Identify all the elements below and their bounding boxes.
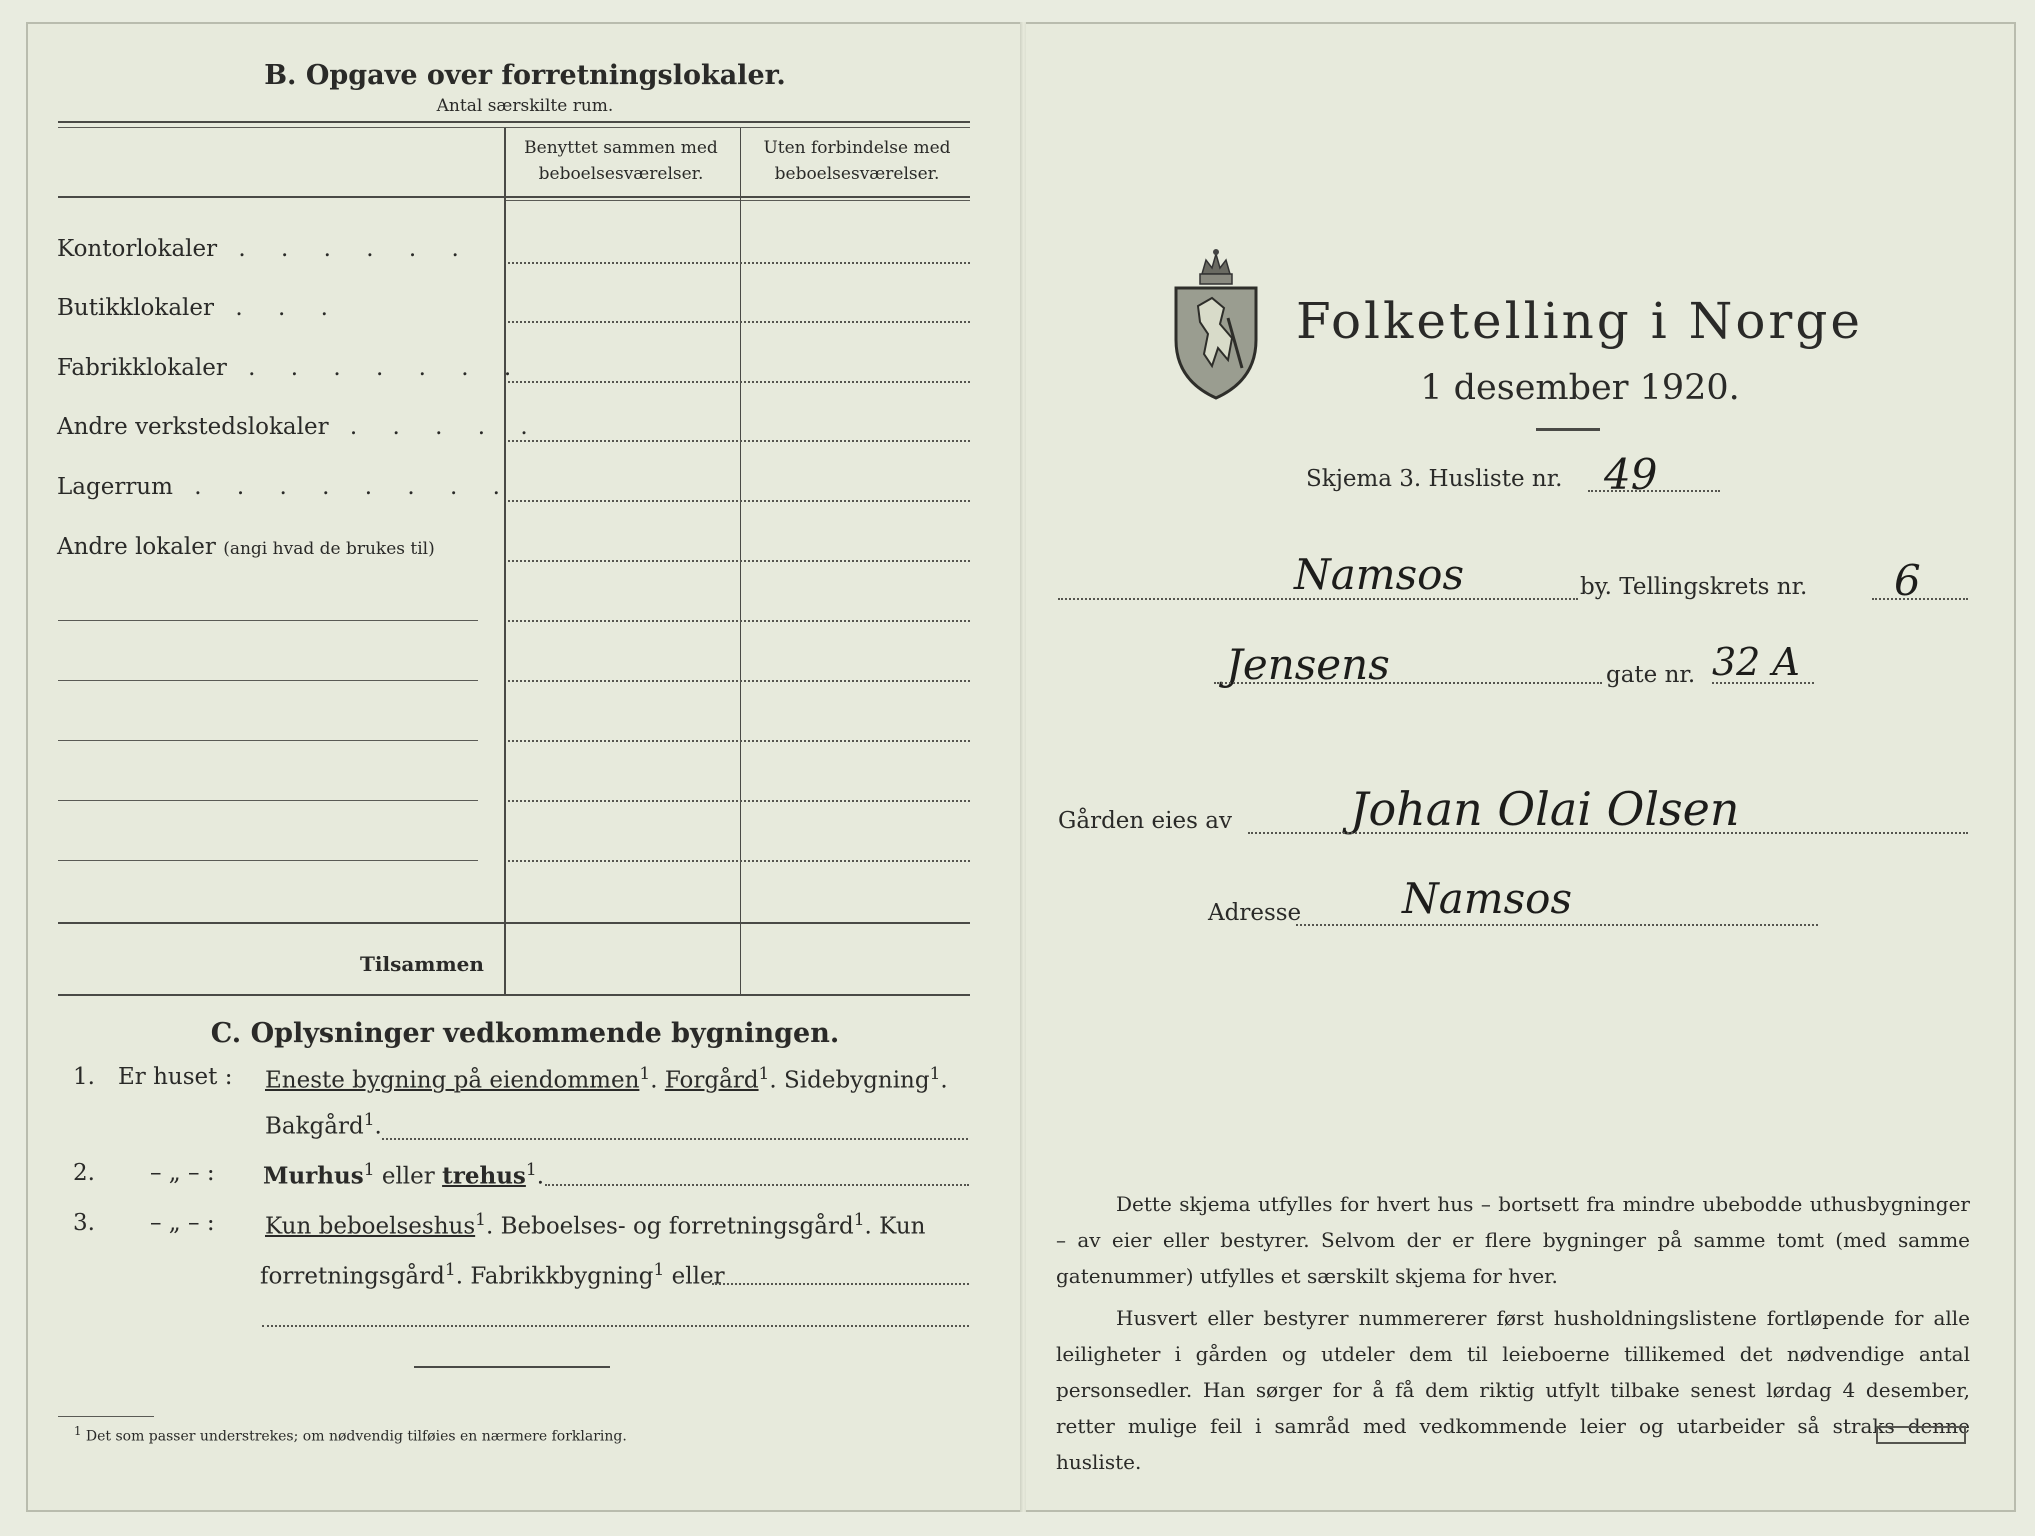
q2-options: Murhus$^1$ eller trehus$^1$. [263,1160,545,1190]
total-label: Tilsammen [360,952,484,976]
column-divider-1 [504,128,506,996]
row-line [508,262,970,264]
section-c-end-rule [414,1366,610,1368]
q3-answer-line [712,1283,969,1285]
q3-number: 3. [73,1210,95,1236]
total-bottom-rule [58,994,970,996]
address-line [1296,924,1818,926]
total-top-rule [58,922,970,924]
footnote-rule [58,1416,154,1417]
row-label-kontorlokaler: Kontorlokaler . . . . . . [57,236,473,262]
q2-label: – „ – : [150,1160,215,1186]
q3-answer-line-2 [262,1325,969,1327]
row-line [508,500,970,502]
cover-title: Folketelling i Norge [1296,292,1863,350]
cover-title-rule [1536,428,1600,431]
q2-answer-line [545,1184,969,1186]
gate-label: gate nr. [1606,662,1696,688]
q3-options-line2: forretningsgård$^1$. Fabrikkbygning$^1$ eller [260,1260,725,1290]
husliste-nr-value: 49 [1604,450,1658,499]
q1-number: 1. [73,1064,95,1090]
row-line [508,440,970,442]
row-line [508,860,970,862]
norwegian-coat-of-arms-icon [1172,248,1260,400]
owner-label: Gården eies av [1058,808,1232,834]
table-top-rule [58,121,970,123]
blank-label-line [58,680,478,681]
header-bottom-rule-2 [505,200,970,201]
row-line [508,740,970,742]
section-c-title: C. Oplysninger vedkommende bygningen. [210,1018,840,1049]
section-b-subtitle: Antal særskilte rum. [436,96,614,116]
printer-stamp [1876,1426,1966,1444]
col1-header-line2: beboelsesværelser. [538,164,704,184]
address-value: Namsos [1402,874,1573,923]
row-label-andre-verkstedslokaler: Andre verkstedslokaler . . . . . [57,414,542,440]
row-line [508,620,970,622]
row-line [508,560,970,562]
row-line [508,381,970,383]
column-divider-2 [740,128,741,996]
row-line [508,800,970,802]
instructions-paragraph-1: Dette skjema utfylles for hvert hus – bortsett fra mindre ubebodde uthusbygninger – av eier eller bestyrer. Selvom der er flere bygninger på samme tomt (med samme gatenummer) utfylles et særskilt skjema for hver. [1056,1192,1970,1288]
tellingskrets-nr-value: 6 [1894,556,1921,605]
blank-label-line [58,860,478,861]
blank-label-line [58,800,478,801]
by-tellingskrets-label: by. Tellingskrets nr. [1580,574,1808,600]
page-fold [1020,22,1026,1512]
table-top-rule-2 [58,127,970,128]
q2-number: 2. [73,1160,95,1186]
row-label-butikklokaler: Butikklokaler . . . [57,295,342,321]
blank-label-line [58,620,478,621]
blank-label-line [58,740,478,741]
q3-label: – „ – : [150,1210,215,1236]
footnote: $^1$ Det som passer understrekes; om nødvendig tilføies en nærmere forklaring. [74,1424,627,1445]
header-bottom-rule [58,196,970,198]
row-label-lagerrum: Lagerrum . . . . . . . . [57,474,514,500]
tellingskrets-nr-line [1872,598,1968,600]
q1-options: Eneste bygning på eiendommen$^1$. Forgård$^1$. Sidebygning$^1$. [265,1064,948,1094]
gate-nr-line [1712,682,1814,684]
skjema-label: Skjema 3. Husliste nr. [1306,466,1563,492]
row-label-fabrikklokaler: Fabrikklokaler . . . . . . . [57,355,526,381]
cover-date: 1 desember 1920. [1420,368,1740,408]
row-line [508,680,970,682]
col2-header-line2: beboelsesværelser. [774,164,940,184]
col1-header-line1: Benyttet sammen med [524,138,718,158]
q1-answer-line [382,1138,968,1140]
gate-nr-value: 32 A [1712,640,1800,684]
q3-options: Kun beboelseshus$^1$. Beboelses- og forretningsgård$^1$. Kun [265,1210,926,1240]
owner-value: Johan Olai Olsen [1350,782,1740,836]
by-value: Namsos [1294,550,1465,599]
instructions-paragraph-2: Husvert eller bestyrer nummererer først husholdningslistene fortløpende for alle leiligheter i gården og utdeler dem til leieboerne tillikemed det nødvendige antal personsedler. Han sørger for å få dem riktig utfylt tilbake senest lørdag 4 desember, retter mulige feil i samråd med vedkommende leier og utarbeider så straks denne husliste. [1056,1306,1970,1474]
col2-header-line1: Uten forbindelse med [763,138,951,158]
row-label-andre-lokaler: Andre lokaler (angi hvad de brukes til) [57,534,435,560]
husliste-nr-line [1588,490,1720,492]
q1-label: Er huset : [118,1064,233,1090]
address-label: Adresse [1208,900,1302,926]
by-line [1058,598,1578,600]
q1-option-bakgard: Bakgård$^1$. [265,1110,382,1140]
gate-value: Jensens [1226,640,1390,689]
gate-line [1214,682,1602,684]
owner-line [1248,832,1968,834]
section-b-title: B. Opgave over forretningslokaler. [264,60,786,91]
row-line [508,321,970,323]
